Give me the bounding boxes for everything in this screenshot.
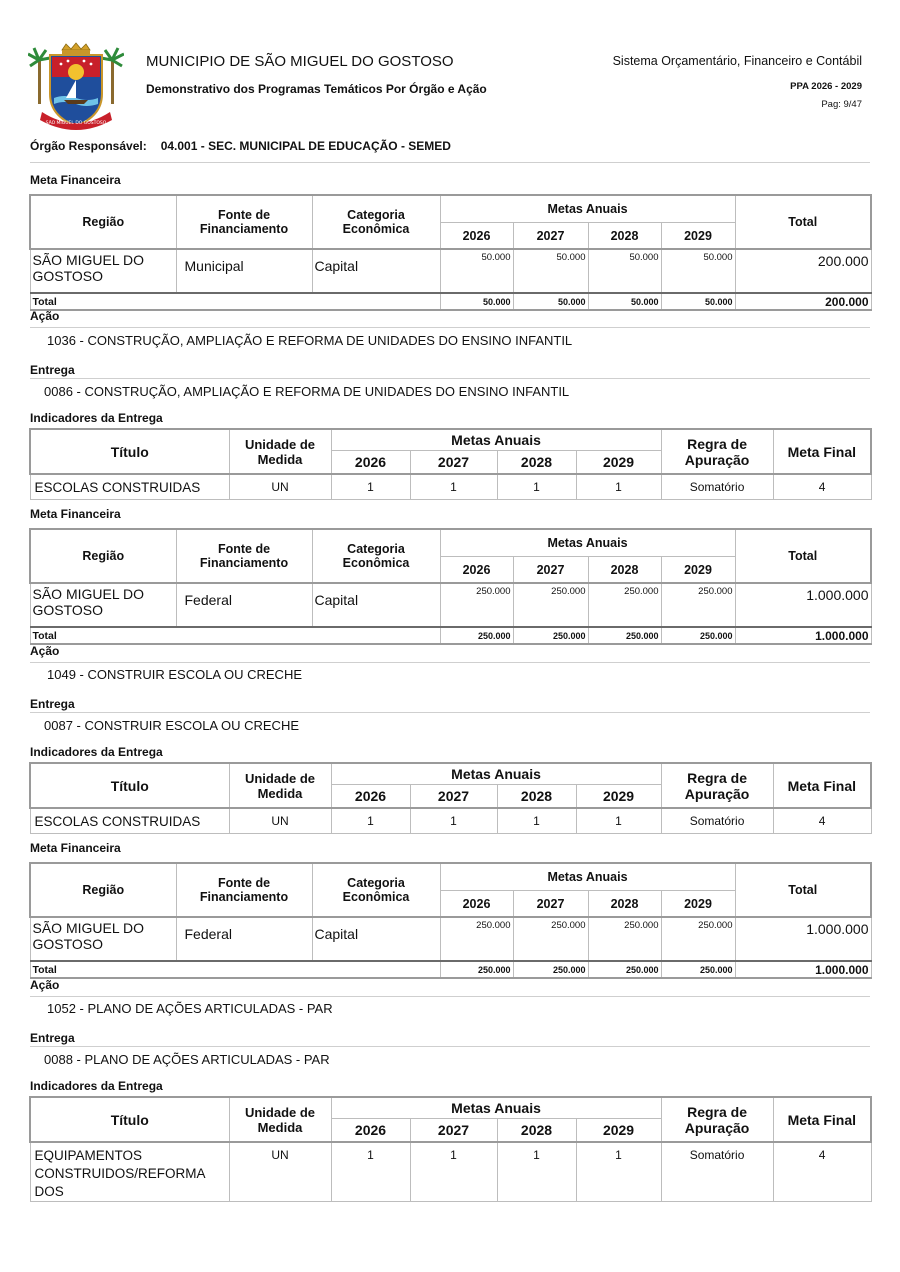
acao-description: 1049 - CONSTRUIR ESCOLA OU CRECHE (47, 667, 303, 682)
col-header-year: 2029 (576, 1119, 661, 1143)
cell-fonte: Federal (176, 583, 312, 627)
svg-text:SÃO MIGUEL DO GOSTOSO: SÃO MIGUEL DO GOSTOSO (45, 121, 107, 126)
col-header-categoria: Categoria Econômica (312, 529, 440, 583)
section-label-indicadores: Indicadores da Entrega (30, 745, 163, 759)
financial-table (29, 194, 872, 311)
divider (30, 996, 870, 997)
col-header-year: 2026 (440, 891, 513, 918)
col-header-year: 2026 (331, 785, 410, 809)
section-label-meta-financeira: Meta Financeira (30, 841, 121, 855)
cell-meta: 1 (576, 474, 661, 500)
col-header-titulo: Título (30, 763, 229, 808)
col-header-regra: Regra de Apuração (661, 763, 773, 808)
system-name: Sistema Orçamentário, Financeiro e Contábil (612, 54, 862, 68)
col-header-fonte: Fonte de Financiamento (176, 195, 312, 249)
cell-meta: 1 (497, 808, 576, 834)
col-header-year: 2027 (513, 223, 588, 250)
total-value: 50.000 (661, 293, 735, 310)
cell-regiao: SÃO MIGUEL DO GOSTOSO (30, 583, 176, 627)
indicators-table (29, 428, 872, 500)
col-header-total: Total (735, 529, 871, 583)
orgao-responsavel (30, 139, 451, 153)
cell-titulo: EQUIPAMENTOS CONSTRUIDOS/REFORMA DOS (30, 1142, 229, 1202)
cell-meta: 1 (331, 808, 410, 834)
col-header-meta-final: Meta Final (773, 1097, 871, 1142)
cell-value: 250.000 (661, 583, 735, 627)
municipal-coat-of-arms-logo (28, 42, 124, 130)
page-number: Pag: 9/47 (821, 99, 862, 110)
total-value: 250.000 (661, 961, 735, 978)
cell-meta: 1 (331, 474, 410, 500)
cell-value: 50.000 (440, 249, 513, 293)
cell-value: 250.000 (440, 583, 513, 627)
cell-regiao: SÃO MIGUEL DO GOSTOSO (30, 917, 176, 961)
total-value: 50.000 (440, 293, 513, 310)
col-header-titulo: Título (30, 429, 229, 474)
table-row (30, 1142, 871, 1202)
col-header-metas-anuais: Metas Anuais (331, 1097, 661, 1119)
cell-meta: 1 (410, 474, 497, 500)
cell-meta: 1 (410, 1142, 497, 1202)
section-label-acao: Ação (30, 309, 60, 323)
financial-table (29, 528, 872, 645)
orgao-label: Órgão Responsável: (30, 139, 147, 153)
cell-meta-final: 4 (773, 474, 871, 500)
col-header-year: 2029 (576, 451, 661, 475)
divider (30, 378, 870, 379)
cell-value: 250.000 (513, 917, 588, 961)
col-header-regiao: Região (30, 863, 176, 917)
section-label-meta-financeira: Meta Financeira (30, 507, 121, 521)
section-label-indicadores: Indicadores da Entrega (30, 1079, 163, 1093)
orgao-value: 04.001 - SEC. MUNICIPAL DE EDUCAÇÃO - SEMED (160, 139, 451, 153)
col-header-meta-final: Meta Final (773, 429, 871, 474)
cell-value: 250.000 (440, 917, 513, 961)
col-header-year: 2029 (661, 891, 735, 918)
divider (30, 662, 870, 663)
total-row (30, 961, 871, 978)
col-header-year: 2027 (410, 451, 497, 475)
cell-value: 250.000 (661, 917, 735, 961)
divider (30, 162, 870, 163)
grand-total: 200.000 (735, 293, 871, 310)
cell-regra: Somatório (661, 474, 773, 500)
ppa-period: PPA 2026 - 2029 (790, 81, 862, 92)
cell-meta: 1 (576, 808, 661, 834)
total-value: 50.000 (588, 293, 661, 310)
col-header-year: 2028 (588, 223, 661, 250)
col-header-year: 2028 (497, 1119, 576, 1143)
cell-value: 250.000 (513, 583, 588, 627)
grand-total: 1.000.000 (735, 961, 871, 978)
cell-meta: 1 (576, 1142, 661, 1202)
table-row (30, 808, 871, 834)
cell-value: 50.000 (661, 249, 735, 293)
cell-total: 1.000.000 (735, 583, 871, 627)
total-value: 250.000 (513, 627, 588, 644)
col-header-metas-anuais: Metas Anuais (331, 763, 661, 785)
table-row (30, 583, 871, 627)
col-header-year: 2029 (661, 557, 735, 584)
col-header-year: 2028 (497, 451, 576, 475)
entrega-description: 0086 - CONSTRUÇÃO, AMPLIAÇÃO E REFORMA DE UNIDADES DO ENSINO INFANTIL (44, 384, 570, 399)
col-header-metas-anuais: Metas Anuais (440, 863, 735, 891)
divider (30, 1046, 870, 1047)
financial-table (29, 862, 872, 979)
col-header-metas-anuais: Metas Anuais (331, 429, 661, 451)
cell-meta: 1 (410, 808, 497, 834)
cell-titulo: ESCOLAS CONSTRUIDAS (30, 808, 229, 834)
section-label-acao: Ação (30, 978, 60, 992)
cell-value: 50.000 (588, 249, 661, 293)
cell-meta: 1 (497, 474, 576, 500)
total-value: 250.000 (513, 961, 588, 978)
total-value: 250.000 (588, 627, 661, 644)
indicators-table (29, 762, 872, 834)
total-label: Total (30, 961, 440, 978)
divider (30, 712, 870, 713)
cell-unidade: UN (229, 474, 331, 500)
total-value: 50.000 (513, 293, 588, 310)
col-header-year: 2028 (497, 785, 576, 809)
section-label-entrega: Entrega (30, 1031, 75, 1045)
total-value: 250.000 (588, 961, 661, 978)
cell-categoria: Capital (312, 249, 440, 293)
table-row (30, 917, 871, 961)
col-header-titulo: Título (30, 1097, 229, 1142)
col-header-total: Total (735, 863, 871, 917)
cell-unidade: UN (229, 808, 331, 834)
col-header-metas-anuais: Metas Anuais (440, 195, 735, 223)
cell-meta: 1 (497, 1142, 576, 1202)
palm-tree-left-icon (28, 48, 50, 104)
acao-description: 1052 - PLANO DE AÇÕES ARTICULADAS - PAR (47, 1001, 333, 1016)
cell-meta-final: 4 (773, 808, 871, 834)
col-header-year: 2026 (331, 1119, 410, 1143)
col-header-year: 2026 (331, 451, 410, 475)
table-row (30, 249, 871, 293)
entrega-description: 0087 - CONSTRUIR ESCOLA OU CRECHE (44, 718, 300, 733)
section-label-meta-financeira: Meta Financeira (30, 173, 121, 187)
cell-categoria: Capital (312, 917, 440, 961)
cell-titulo: ESCOLAS CONSTRUIDAS (30, 474, 229, 500)
cell-regra: Somatório (661, 1142, 773, 1202)
col-header-year: 2029 (576, 785, 661, 809)
total-row (30, 627, 871, 644)
municipality-name: MUNICIPIO DE SÃO MIGUEL DO GOSTOSO (146, 53, 454, 70)
col-header-total: Total (735, 195, 871, 249)
section-label-entrega: Entrega (30, 697, 75, 711)
col-header-year: 2027 (410, 785, 497, 809)
col-header-year: 2029 (661, 223, 735, 250)
acao-description: 1036 - CONSTRUÇÃO, AMPLIAÇÃO E REFORMA DE UNIDADES DO ENSINO INFANTIL (47, 333, 573, 348)
col-header-metas-anuais: Metas Anuais (440, 529, 735, 557)
col-header-regra: Regra de Apuração (661, 1097, 773, 1142)
section-label-entrega: Entrega (30, 363, 75, 377)
cell-fonte: Municipal (176, 249, 312, 293)
cell-regiao: SÃO MIGUEL DO GOSTOSO (30, 249, 176, 293)
section-label-acao: Ação (30, 644, 60, 658)
cell-value: 250.000 (588, 583, 661, 627)
cell-value: 250.000 (588, 917, 661, 961)
cell-meta: 1 (331, 1142, 410, 1202)
total-value: 250.000 (440, 961, 513, 978)
col-header-year: 2026 (440, 557, 513, 584)
col-header-year: 2027 (513, 557, 588, 584)
col-header-fonte: Fonte de Financiamento (176, 529, 312, 583)
total-value: 250.000 (440, 627, 513, 644)
palm-tree-right-icon (101, 48, 124, 104)
col-header-year: 2028 (588, 557, 661, 584)
table-row (30, 474, 871, 500)
col-header-categoria: Categoria Econômica (312, 195, 440, 249)
col-header-year: 2027 (513, 891, 588, 918)
report-title: Demonstrativo dos Programas Temáticos Por Órgão e Ação (146, 82, 487, 96)
grand-total: 1.000.000 (735, 627, 871, 644)
cell-total: 1.000.000 (735, 917, 871, 961)
cell-categoria: Capital (312, 583, 440, 627)
col-header-regiao: Região (30, 529, 176, 583)
cell-fonte: Federal (176, 917, 312, 961)
col-header-meta-final: Meta Final (773, 763, 871, 808)
col-header-unidade: Unidade de Medida (229, 1097, 331, 1142)
cell-unidade: UN (229, 1142, 331, 1202)
total-label: Total (30, 627, 440, 644)
col-header-year: 2028 (588, 891, 661, 918)
col-header-unidade: Unidade de Medida (229, 763, 331, 808)
cell-regra: Somatório (661, 808, 773, 834)
section-label-indicadores: Indicadores da Entrega (30, 411, 163, 425)
col-header-year: 2027 (410, 1119, 497, 1143)
entrega-description: 0088 - PLANO DE AÇÕES ARTICULADAS - PAR (44, 1052, 330, 1067)
cell-value: 50.000 (513, 249, 588, 293)
total-value: 250.000 (661, 627, 735, 644)
cell-meta-final: 4 (773, 1142, 871, 1202)
cell-total: 200.000 (735, 249, 871, 293)
col-header-regra: Regra de Apuração (661, 429, 773, 474)
total-label: Total (30, 293, 440, 310)
col-header-regiao: Região (30, 195, 176, 249)
col-header-categoria: Categoria Econômica (312, 863, 440, 917)
indicators-table (29, 1096, 872, 1202)
col-header-year: 2026 (440, 223, 513, 250)
divider (30, 327, 870, 328)
total-row (30, 293, 871, 310)
col-header-unidade: Unidade de Medida (229, 429, 331, 474)
col-header-fonte: Fonte de Financiamento (176, 863, 312, 917)
